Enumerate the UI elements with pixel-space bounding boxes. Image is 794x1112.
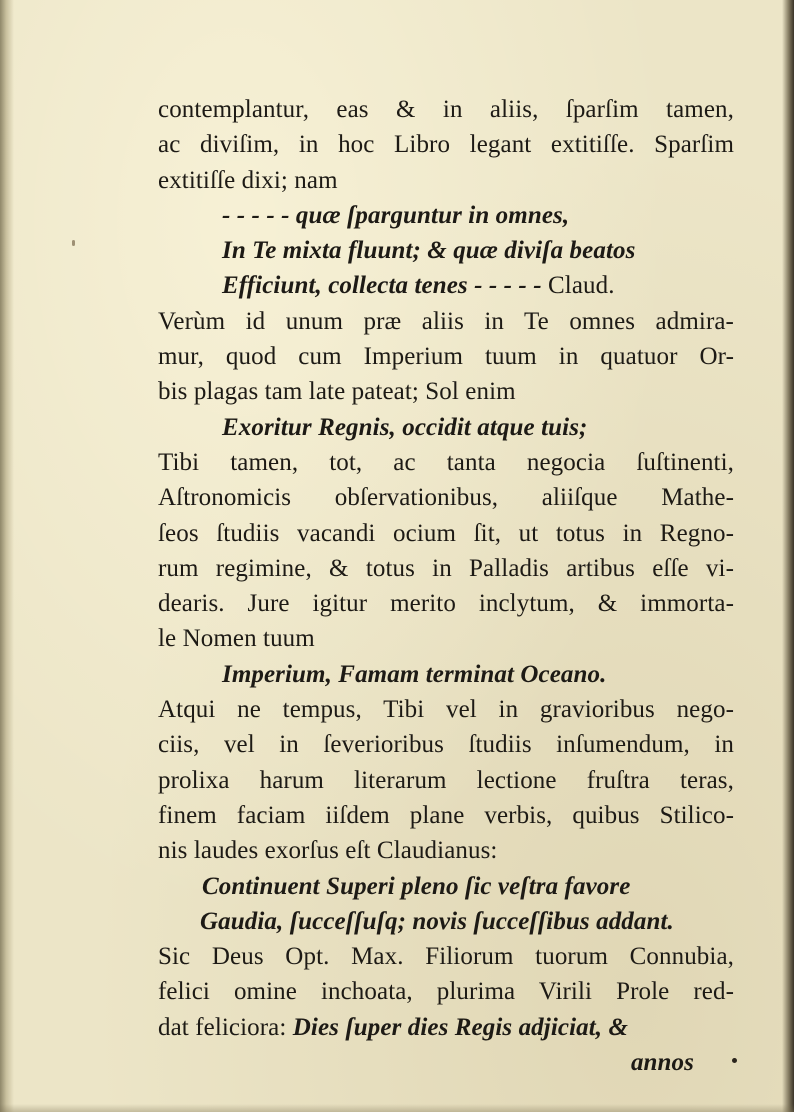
text-line: ſeos ſtudiis vacandi ocium ſit, ut totus in Regno- xyxy=(158,519,734,547)
text-line: ciis, vel in ſeverioribus ſtudiis inſumendum, in xyxy=(158,731,734,759)
text-line: Sic Deus Opt. Max. Filiorum tuorum Connubia, xyxy=(158,943,734,971)
text-line: contemplantur, eas & in aliis, ſparſim tamen, xyxy=(158,96,734,123)
text-line: Atqui ne tempus, Tibi vel in gravioribus nego- xyxy=(158,696,734,724)
page-bottom-edge xyxy=(0,1104,794,1112)
text-line xyxy=(158,1010,734,1045)
page-left-edge xyxy=(0,0,14,1112)
text-line: ac diviſim, in hoc Libro legant extitiſſe. Sparſim xyxy=(158,131,734,159)
text-line: felici omine inchoata, plurima Virili Prole red- xyxy=(158,978,734,1006)
verse-line: In Te mixta fluunt; & quæ diviſa beatos xyxy=(222,237,636,265)
verse-line: - - - - - quæ ſparguntur in omnes, xyxy=(222,201,570,229)
text-line: prolixa harum literarum lectione fruſtra teras, xyxy=(158,766,734,794)
text-line: rum regimine, & totus in Palladis artibus eſſe vi- xyxy=(158,554,734,582)
catchword: annos xyxy=(630,1049,694,1077)
text-line: nis laudes exorſus eſt Claudianus: xyxy=(158,837,498,865)
text-line: Aſtronomicis obſervationibus, aliiſque Mathe- xyxy=(158,484,734,512)
verse-line: Imperium, Famam terminat Oceano. xyxy=(222,660,607,688)
verse-line: Gaudia, ſucceſſuſq; novis ſucceſſibus addant. xyxy=(200,907,674,935)
text-line: extitiſſe dixi; nam xyxy=(158,166,338,194)
verse-line: Exoritur Regnis, occidit atque tuis; xyxy=(222,413,588,441)
verse-line xyxy=(158,268,734,303)
verse-line: Continuent Superi pleno ſic veſtra favore xyxy=(202,872,631,900)
text-line: finem faciam iiſdem plane verbis, quibus Stilico- xyxy=(158,801,734,829)
text-roman: dat feliciora: xyxy=(158,1013,287,1041)
page-right-edge xyxy=(782,0,794,1112)
text-line: le Nomen tuum xyxy=(158,625,315,653)
text-line: Verùm id unum præ aliis in Te omnes admira- xyxy=(158,307,734,335)
citation-claud: Claud. xyxy=(548,272,615,300)
verse-text: Efficiunt, collecta tenes - - - - - xyxy=(222,272,542,300)
page-text xyxy=(158,92,734,1080)
text-line: Tibi tamen, tot, ac tanta negocia ſuſtinenti, xyxy=(158,448,734,476)
text-line: mur, quod cum Imperium tuum in quatuor Or- xyxy=(158,343,734,371)
text-italic: Dies ſuper dies Regis adjiciat, & xyxy=(292,1013,629,1041)
ink-dot xyxy=(732,1058,737,1063)
text-line: dearis. Jure igitur merito inclytum, & immorta- xyxy=(158,590,734,618)
text-line: bis plagas tam late pateat; Sol enim xyxy=(158,378,516,406)
paper-speck xyxy=(72,240,75,246)
